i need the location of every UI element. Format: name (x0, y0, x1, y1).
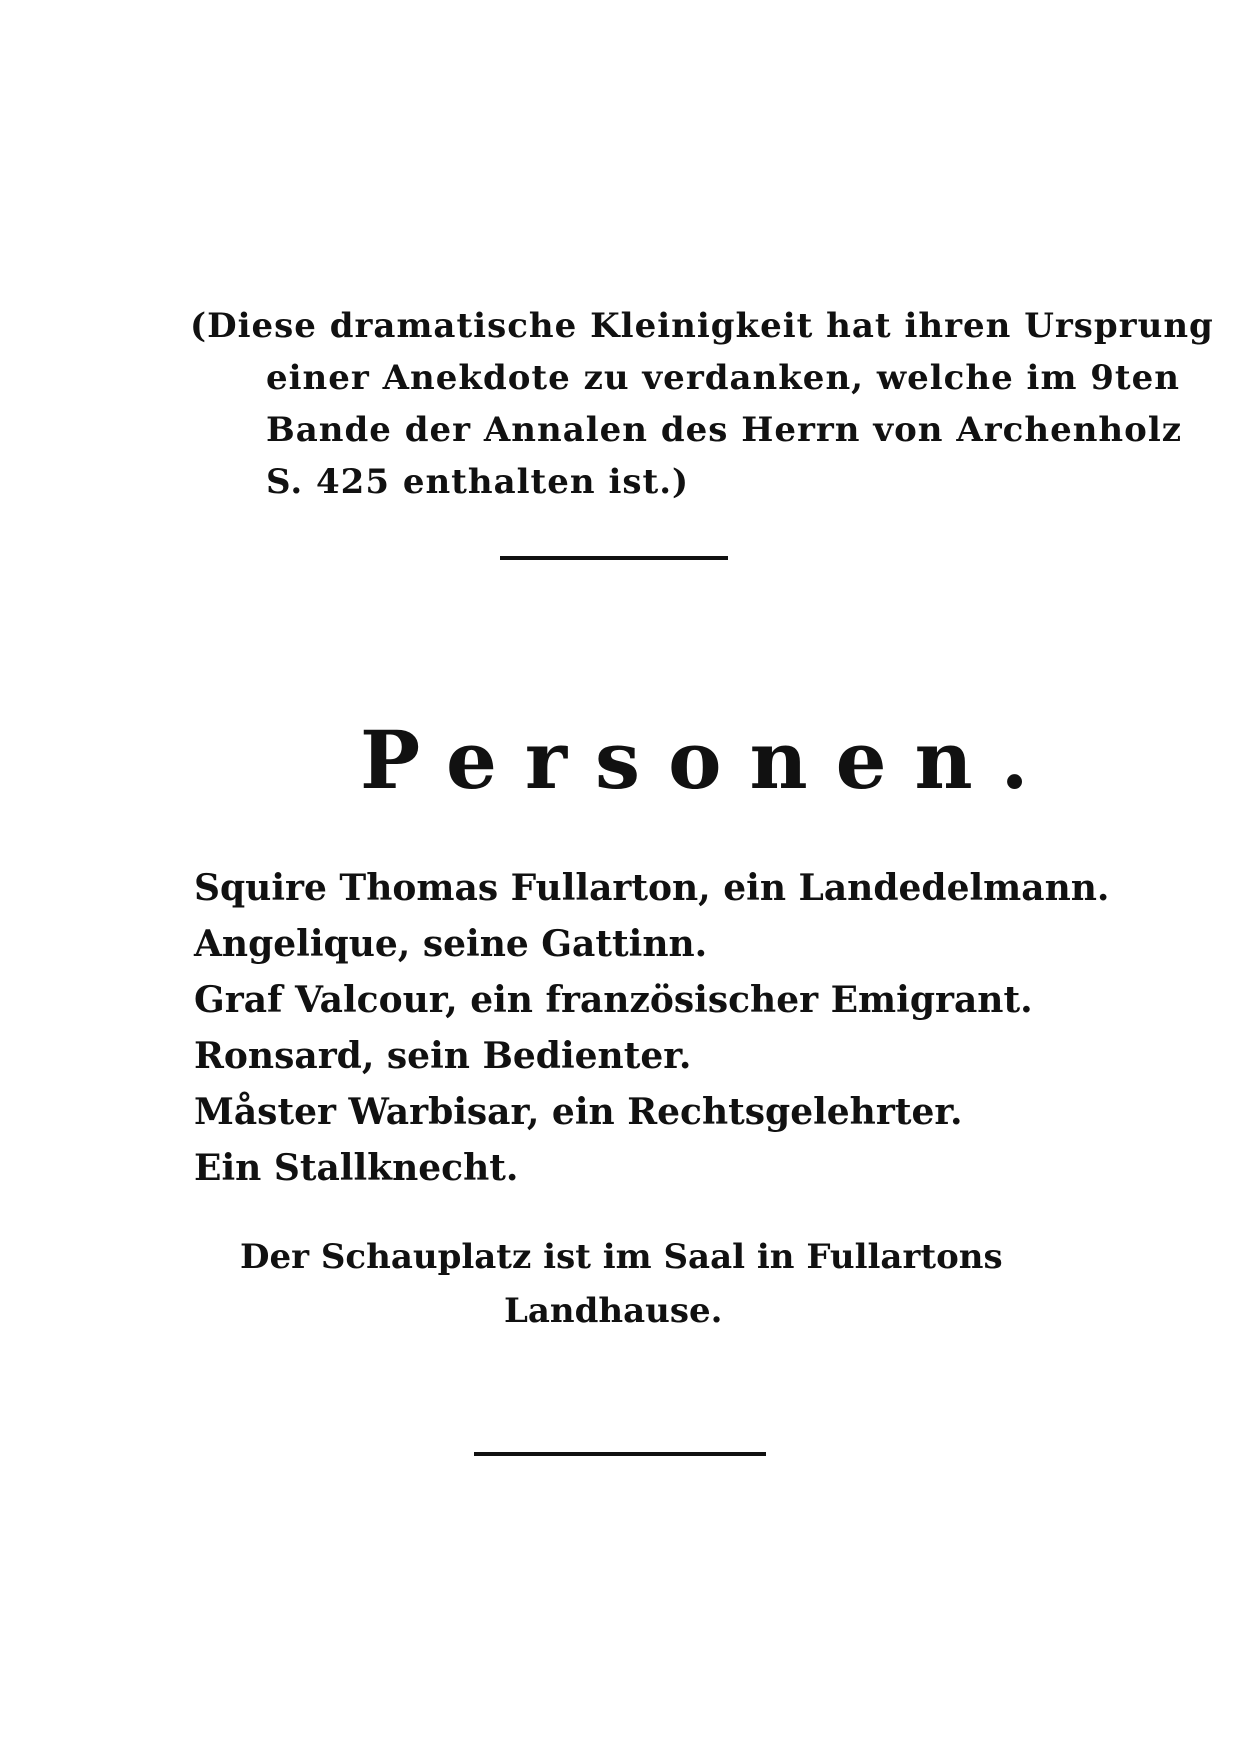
list-item: Squire Thomas Fullarton, ein Landedelmann. (194, 867, 1110, 909)
intro-line: (Diese dramatische Kleinigkeit hat ihren Ursprung (190, 306, 1214, 346)
intro-line: S. 425 enthalten ist.) (266, 462, 690, 502)
list-item: Ronsard, sein Bedienter. (194, 1035, 692, 1077)
setting-note (240, 1230, 1003, 1338)
list-item: Angelique, seine Gattinn. (194, 923, 708, 965)
list-item: Måster Warbisar, ein Rechtsgelehrter. (194, 1091, 963, 1133)
setting-line: Der Schauplatz ist im Saal in Fullartons (240, 1237, 1003, 1277)
intro-note (190, 300, 1214, 508)
list-item: Graf Valcour, ein französischer Emigrant. (194, 979, 1033, 1021)
divider-rule (500, 556, 728, 560)
intro-line: einer Anekdote zu verdanken, welche im 9ten (266, 358, 1180, 398)
persons-list (194, 860, 1110, 1196)
list-item: Ein Stallknecht. (194, 1147, 519, 1189)
intro-line: Bande der Annalen des Herrn von Archenholz (266, 410, 1183, 450)
section-heading: Personen. (360, 713, 1057, 807)
divider-rule (474, 1452, 766, 1456)
setting-line: Landhause. (504, 1291, 723, 1331)
